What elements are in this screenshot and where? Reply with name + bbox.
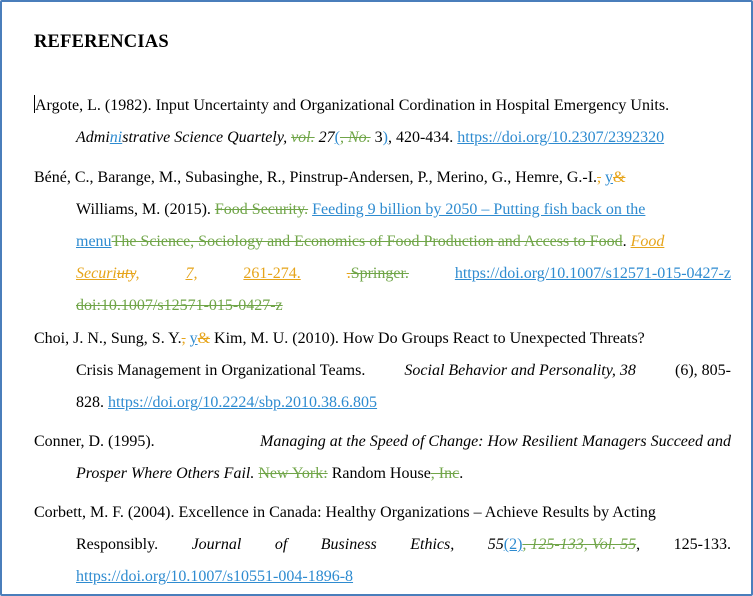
inserted-text: Feeding 9 billion by 2050 – Putting fish back on the xyxy=(312,201,646,218)
reference-corbett xyxy=(34,497,731,593)
ref-line xyxy=(34,162,731,194)
ref-line xyxy=(34,561,731,593)
book-title: Prosper Where Others Fail. xyxy=(76,465,255,482)
ref-text: Conner, D. (1995). xyxy=(34,433,155,450)
journal-name: strative Science Quartely, xyxy=(122,129,288,146)
ref-text: Argote, L. (1982). Input Uncertainty and Organizational Cordination in Hospital Emergency Units. xyxy=(35,97,670,114)
journal-name: Ethics, xyxy=(410,536,455,553)
ref-text: . xyxy=(459,465,464,482)
issue: 3 xyxy=(374,129,383,146)
inserted-volume: 7, xyxy=(185,265,198,282)
ref-text: Responsibly. xyxy=(76,536,159,553)
inserted-pages: 261-274. xyxy=(243,265,301,282)
journal-name: of xyxy=(274,536,288,553)
doi-link[interactable]: https://doi.org/10.1007/s10551-004-1896-8 xyxy=(76,568,354,585)
ref-line xyxy=(34,497,731,529)
inserted-text: y xyxy=(189,330,198,347)
deleted-text: . xyxy=(346,265,351,282)
ref-text: Béné, C., Barange, M., Subasinghe, R., Pinstrup-Andersen, P., Merino, G., Hemre, G.-I. xyxy=(34,169,598,186)
ref-line xyxy=(34,122,731,154)
doi-link[interactable]: https://doi.org/10.2224/sbp.2010.38.6.805 xyxy=(108,394,378,411)
ref-line xyxy=(34,258,731,290)
deleted-text: , 125-133, Vol. 55 xyxy=(522,536,637,553)
inserted-text: ni xyxy=(109,129,123,146)
pages: , 420-434. xyxy=(387,129,454,146)
deleted-text: , No. xyxy=(339,129,371,146)
deleted-text: , Inc xyxy=(430,465,460,482)
ref-text: Williams, M. (2015). xyxy=(76,201,211,218)
ref-line xyxy=(34,387,731,419)
inserted-text: y xyxy=(605,169,614,186)
deleted-text: Springer. xyxy=(350,265,409,282)
ref-text: , xyxy=(636,536,641,553)
inserted-text: menu xyxy=(76,233,112,250)
ref-line xyxy=(34,458,731,490)
journal-name: Social Behavior and Personality, 38 xyxy=(404,362,636,379)
ref-text: . xyxy=(622,233,627,250)
ref-line xyxy=(34,323,731,355)
volume: 55 xyxy=(487,536,504,553)
deleted-text: , xyxy=(181,330,186,347)
publisher: Random House xyxy=(331,465,431,482)
reference-conner xyxy=(34,426,731,490)
ref-line xyxy=(34,194,731,226)
ref-text: Corbett, M. F. (2004). Excellence in Canada: Healthy Organizations – Achieve Results by Acting xyxy=(34,504,656,521)
ref-line xyxy=(34,290,731,322)
doi-link[interactable]: https://doi.org/10.2307/2392320 xyxy=(457,129,665,146)
inserted-text: ) xyxy=(382,129,388,146)
issue-pages: (6), 805- xyxy=(675,362,731,379)
deleted-text: vol. xyxy=(291,129,315,146)
pages: 125-133. xyxy=(673,536,731,553)
deleted-text: New York: xyxy=(258,465,328,482)
inserted-journal: Food xyxy=(630,233,665,250)
journal-name: Admi xyxy=(76,129,110,146)
deleted-text: The Science, Sociology and Economics of Food Production and Access to Food xyxy=(111,233,623,250)
ref-text: Crisis Management in Organizational Teams. xyxy=(76,362,366,379)
inserted-journal: , xyxy=(135,265,140,282)
inserted-text: (2) xyxy=(503,536,523,553)
deleted-text: uty xyxy=(116,265,136,282)
volume: 27 xyxy=(318,129,335,146)
deleted-text: Food Security. xyxy=(214,201,309,218)
deleted-text: doi:10.1007/s12571-015-0427-z xyxy=(76,297,283,314)
doi-link[interactable]: https://doi.org/10.1007/s12571-015-0427-z xyxy=(454,265,731,282)
book-title: Managing at the Speed of Change: How Resilient Managers Succeed and xyxy=(259,433,731,450)
ref-line xyxy=(34,529,731,561)
reference-argote xyxy=(34,90,731,154)
pages: 828. xyxy=(76,394,104,411)
journal-name: Journal xyxy=(191,536,242,553)
ref-text: Kim, M. U. (2010). How Do Groups React to Unexpected Threats? xyxy=(214,330,645,347)
ref-line xyxy=(34,355,731,387)
ref-line xyxy=(34,226,731,258)
ref-line xyxy=(34,426,731,458)
reference-choi xyxy=(34,323,731,419)
references-heading: REFERENCIAS xyxy=(34,32,169,52)
inserted-journal: Securi xyxy=(76,265,117,282)
inserted-text: ( xyxy=(334,129,340,146)
deleted-text: & xyxy=(613,169,626,186)
journal-name: Business xyxy=(320,536,377,553)
deleted-text: , xyxy=(597,169,602,186)
ref-text: Choi, J. N., Sung, S. Y. xyxy=(34,330,182,347)
reference-bene xyxy=(34,162,731,322)
ref-line xyxy=(34,90,731,122)
deleted-text: & xyxy=(197,330,211,347)
